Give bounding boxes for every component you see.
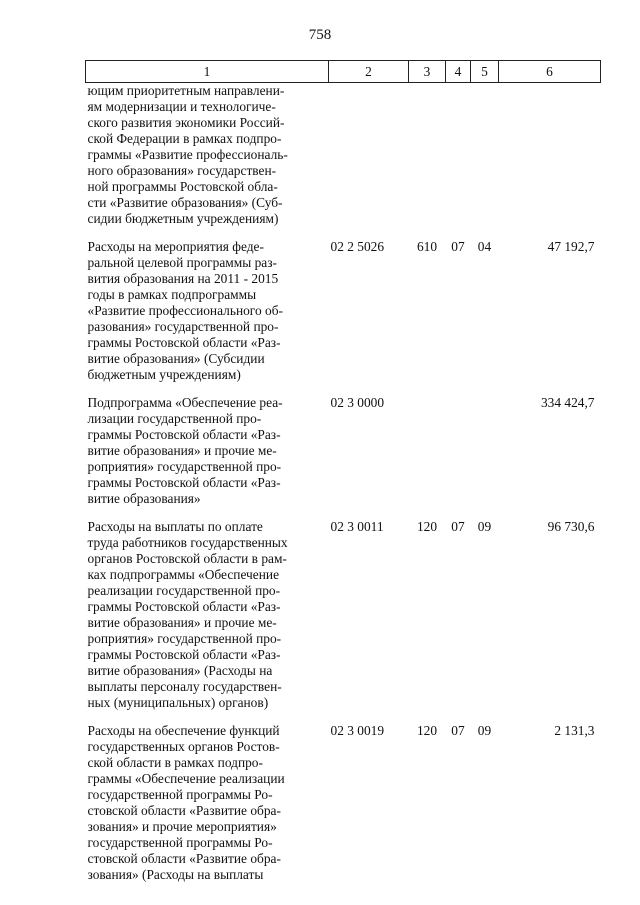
header-row [86,61,601,83]
row-vr [409,395,446,519]
header-col-4: 4 [446,61,471,83]
row-pr: 04 [477,239,492,254]
table-row [86,239,601,395]
table-row [86,83,601,240]
table-row [86,723,601,883]
page-number: 758 [308,27,332,43]
row-vr: 120 [416,723,438,738]
row-rz [446,395,471,519]
header-col-6: 6 [499,61,601,83]
row-vr: 610 [416,239,438,254]
row-code [329,83,409,240]
row-rz [446,83,471,240]
row-rz: 07 [451,723,465,738]
header-col-2: 2 [329,61,409,83]
row-description: Расходы на обеспечение функций государственных органов Ростов- ской области в рамках подпро- граммы «Обеспечение реализации государственной программы Ро- стовской области «Развитие обра- зования» и прочие мероприятия» государственной программы Ро- стовской области «Развитие обра- зования» (Расходы на выплаты [87,723,285,882]
table-row [86,395,601,519]
row-rz: 07 [451,519,465,534]
row-amount: 334 424,7 [540,395,595,410]
row-description: ющим приоритетным направлени- ям модернизации и технологиче- ского развития экономики Россий- ской Федерации в рамках подпро- граммы «Развитие профессиональ- ного образования» государствен- ной программы Ростовской обла- сти «Развитие образования» (Суб- сидии бюджетным учреждениям) [87,83,288,226]
row-pr [471,83,499,240]
row-description: Расходы на выплаты по оплате труда работников государственных органов Ростовской области в рам- ках подпрограммы «Обеспечение реализации государственной про- граммы Ростовской области «Раз- витие образования» и прочие ме- роприятия» государственной про- граммы Ростовской области «Раз- витие образования» (Расходы на выплаты персоналу государствен- ных (муниципальных) органов) [87,519,288,710]
row-vr [409,83,446,240]
header-col-1: 1 [86,61,329,83]
row-code: 02 3 0000 [330,395,385,410]
row-amount: 96 730,6 [547,519,595,534]
row-code: 02 2 5026 [330,239,385,254]
budget-table [85,60,601,883]
row-code: 02 3 0011 [330,519,384,534]
row-rz: 07 [451,239,465,254]
row-amount [499,83,601,240]
row-code: 02 3 0019 [330,723,385,738]
row-description: Подпрограмма «Обеспечение реа- лизации государственной про- граммы Ростовской области «Раз- витие образования» и прочие ме- роприятия» государственной про- граммы Ростовской области «Раз- витие образования» [87,395,283,506]
row-pr: 09 [477,723,492,738]
row-amount: 47 192,7 [547,239,595,254]
row-pr [471,395,499,519]
row-pr: 09 [477,519,492,534]
row-description: Расходы на мероприятия феде- ральной целевой программы раз- вития образования на 2011 - 2015 годы в рамках подпрограммы «Развитие профессионального об- разования» государственной про- граммы Ростовской области «Раз- витие образования» (Субсидии бюджетным учреждениям) [87,239,283,382]
table-header [86,61,601,83]
table-body [86,83,601,884]
header-col-5: 5 [471,61,499,83]
table-row [86,519,601,723]
row-amount: 2 131,3 [554,723,595,738]
row-vr: 120 [416,519,438,534]
header-col-3: 3 [409,61,446,83]
